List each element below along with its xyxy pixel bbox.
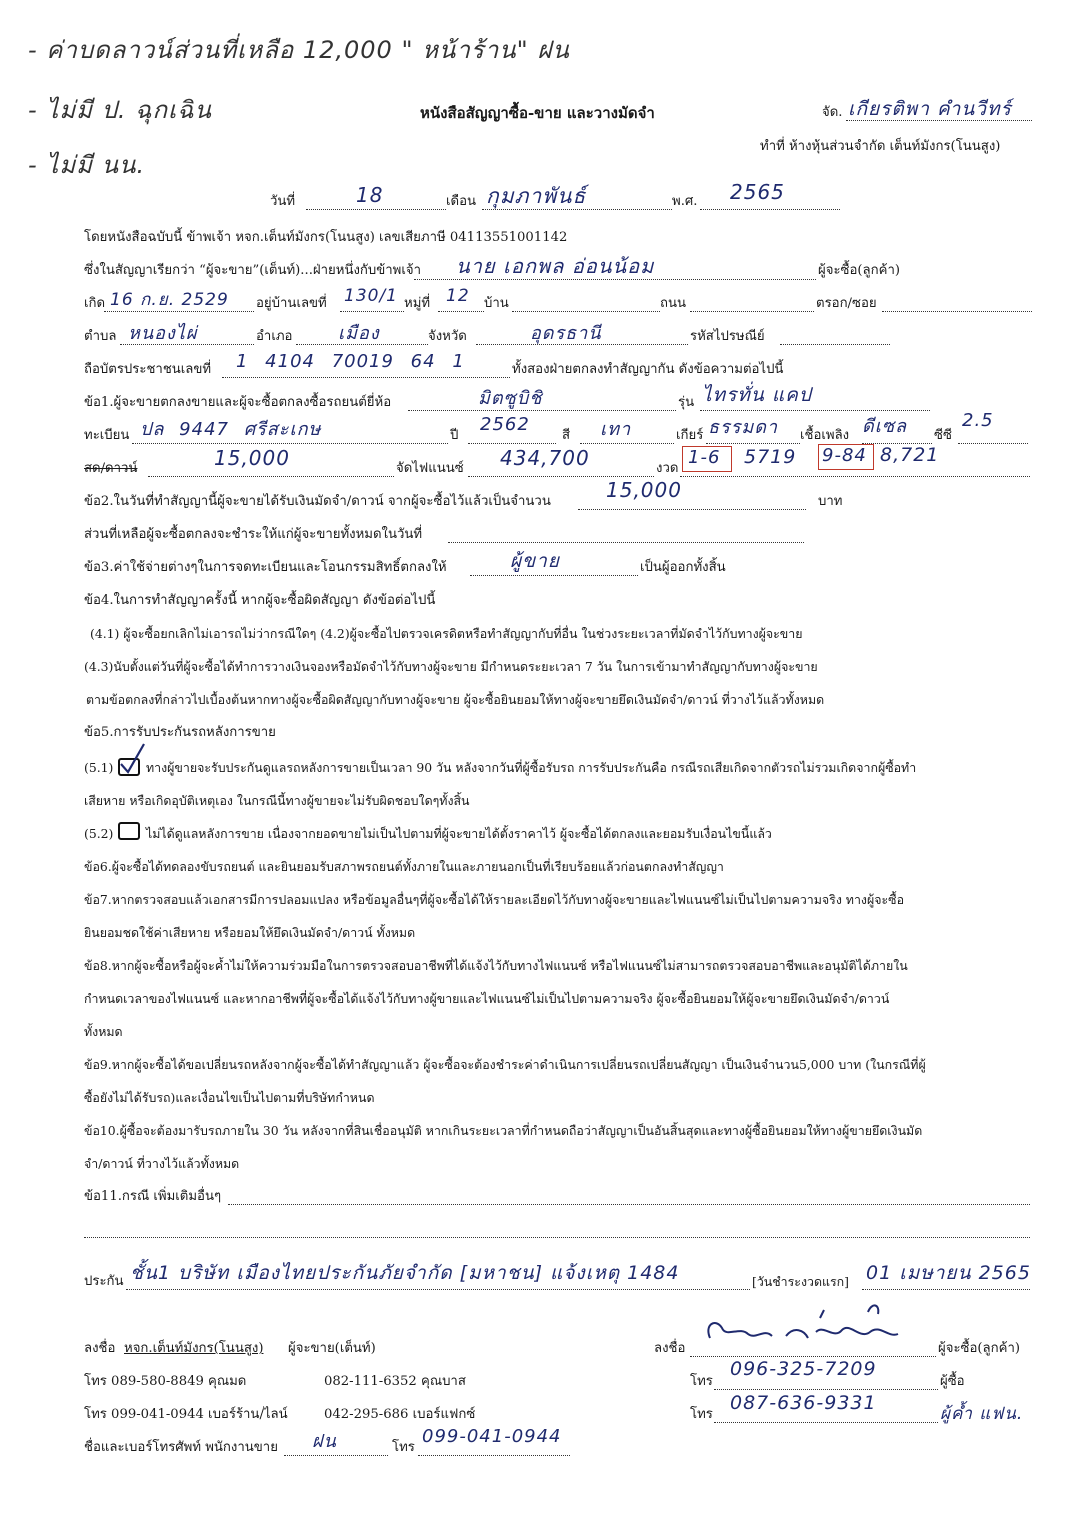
installment-2-amount: 8,721 (880, 444, 940, 466)
soi-label: ตรอก/ซอย (816, 296, 877, 311)
first-payment-line (862, 1289, 1030, 1290)
clause4-3: (4.3)นับตั้งแต่วันที่ผู้จะซื้อได้ทำการวางเงินจองหรือมัดจำไว้กับทางผู้จะขาย มีกำหนดระยะเวลา 7 วัน ในการเข้ามาทำสัญญากับทางผู้จะขาย (84, 659, 818, 674)
staff-name-line (284, 1455, 388, 1456)
plate-label: ทะเบียน (84, 428, 130, 443)
staff-label: ชื่อและเบอร์โทรศัพท์ พนักงานขาย (84, 1440, 278, 1455)
cc-line (958, 443, 1028, 444)
clause3-suffix: เป็นผู้ออกทั้งสิ้น (640, 560, 726, 575)
clause8b: กำหนดเวลาของไฟแนนซ์ และหากอาชีพที่ผู้จะซื้อได้แจ้งไว้กับทางผู้ขายและไฟแนนซ์ไม่เป็นไปตามความจริง ผู้จะซื้อยินยอมให้ผู้จะขายยึดเงินมัดจำ/ดาวน์ (84, 991, 890, 1006)
finance-line (468, 476, 654, 477)
cc-label: ซีซี (934, 428, 952, 443)
tambon-value: หนองไผ่ (128, 323, 198, 344)
check-mark-icon (118, 742, 146, 776)
cc-value: 2.5 (962, 410, 994, 431)
insurance-line (126, 1289, 750, 1290)
vehicle-year-line (468, 443, 556, 444)
insurance-value: ชั้น1 บริษัท เมืองไทยประกันภัยจำกัด [มหาชน] แจ้งเหตุ 1484 (130, 1262, 680, 1284)
seller-sign-label: ลงชื่อ (84, 1341, 116, 1356)
clause5-title: ข้อ5.การรับประกันรถหลังการขาย (84, 725, 276, 740)
buyer-suffix-sign: ผู้จะซื้อ(ลูกค้า) (938, 1341, 1020, 1356)
moo-line (438, 311, 484, 312)
fuel-label: เชื้อเพลิง (800, 428, 850, 443)
gear-value: ธรรมดา (708, 417, 778, 438)
finance-value: 434,700 (500, 446, 590, 470)
installment-line (680, 476, 1030, 477)
model-label: รุ่น (678, 395, 695, 410)
village-line (512, 311, 660, 312)
birth-value: 16 ก.ย. 2529 (110, 290, 229, 310)
day-label: วันที่ (270, 194, 296, 209)
moo-label: หมู่ที่ (404, 296, 431, 311)
first-payment-label: [วันชำระงวดแรก] (752, 1274, 849, 1289)
buyer-tel1: 096-325-7209 (730, 1358, 877, 1380)
province-value: อุดรธานี (530, 323, 602, 344)
house-value: 130/1 (344, 286, 398, 306)
made-by-label: จัด. (822, 105, 843, 120)
clause9b: ซื้อยังไม่ได้รับรถ)และเงื่อนไขเป็นไปตามที่บริษัทกำหนด (84, 1090, 375, 1105)
clause6: ข้อ6.ผู้จะซื้อได้ทดลองขับรถยนต์ และยินยอมรับสภาพรถยนต์ทั้งภายในและภายนอกเป็นที่เรียบร้อยแล้วก่อนตกลงทำสัญญา (84, 859, 724, 874)
intro2-text: ซึ่งในสัญญาเรียกว่า “ผู้จะขาย”(เต็นท์)...ฝ่ายหนึ่งกับข้าพเจ้า (84, 263, 422, 278)
house-label: อยู่บ้านเลขที่ (256, 296, 327, 311)
clause5-1-label: (5.1) (84, 760, 114, 775)
birth-label: เกิด (84, 296, 106, 311)
id-line (222, 377, 510, 378)
day-value: 18 (356, 183, 384, 207)
clause10b: จำ/ดาวน์ ที่วางไว้แล้วทั้งหมด (84, 1156, 240, 1171)
year-label: พ.ศ. (672, 194, 698, 209)
village-label: บ้าน (484, 296, 509, 311)
down-line (148, 476, 394, 477)
clause7: ข้อ7.หากตรวจสอบแล้วเอกสารมีการปลอมแปลง หรือข้อมูลอื่นๆที่ผู้จะซื้อได้ให้รายละเอียดไว้กับทางผู้จะขายและไฟแนนซ์ไม่เป็นไปตามความจริง ทางผู้จะซื้อ (84, 892, 905, 907)
made-by-value: เกียรติพา คำนวีทร์ (848, 98, 1012, 120)
clause3-value: ผู้ขาย (510, 550, 560, 572)
warranty-90-checkbox[interactable] (118, 758, 140, 776)
house-line (340, 311, 404, 312)
buyer-sign-label: ลงชื่อ (654, 1341, 686, 1356)
amphoe-label: อำเภอ (256, 329, 293, 344)
tambon-label: ตำบล (84, 329, 117, 344)
tel-2: 082-111-6352 คุณบาส (324, 1374, 466, 1389)
staff-tel: 099-041-0944 (422, 1426, 562, 1447)
installment-1-amount: 5719 (744, 446, 797, 468)
id-label: ถือบัตรประชาชนเลขที่ (84, 362, 212, 377)
road-line (690, 311, 814, 312)
soi-line (882, 311, 1032, 312)
clause5-1: ทางผู้ขายจะรับประกันดูแลรถหลังการขายเป็นเวลา 90 วัน หลังจากวันที่ผู้ซื้อรับรถ การรับประกันคือ กรณีรถเสียเกิดจากตัวรถไม่รวมเกิดจากผู้ซื้อทำ (146, 760, 917, 775)
finance-label: จัดไฟแนนซ์ (396, 461, 464, 476)
buyer-name: นาย เอกพล อ่อนน้อม (456, 254, 655, 278)
clause2-label: ข้อ2.ในวันที่ทำสัญญานี้ผู้จะขายได้รับเงินมัดจำ/ดาวน์ จากผู้จะซื้อไว้แล้วเป็นจำนวน (84, 494, 551, 509)
clause5-2: ไม่ได้ดูแลหลังการขาย เนื่องจากยอดขายไม่เป็นไปตามที่ผู้จะขายได้ตั้งราคาไว้ ผู้จะซื้อได้ตกลงและยอมรับเงื่อนไขนี้แล้ว (146, 826, 772, 841)
insurance-label: ประกัน (84, 1274, 124, 1289)
color-label: สี (562, 428, 571, 443)
clause7b: ยินยอมชดใช้ค่าเสียหาย หรือยอมให้ยึดเงินมัดจำ/ดาวน์ ทั้งหมด (84, 925, 416, 940)
postcode-line (780, 344, 890, 345)
note-line-3: - ไม่มี นน. (28, 151, 146, 179)
year-line (700, 209, 840, 210)
buyer-tel2: 087-636-9331 (730, 1392, 877, 1414)
day-line (306, 209, 446, 210)
id-value: 1 4104 70019 64 1 (236, 351, 465, 372)
clause2-unit: บาท (818, 494, 843, 509)
plate-value: ปล 9447 ศรีสะเกษ (140, 419, 322, 440)
buyer-tel2-label: โทร (690, 1407, 713, 1422)
color-value: เทา (600, 419, 632, 440)
buyer-tel1-suffix: ผู้ซื้อ (940, 1374, 965, 1389)
province-label: จังหวัด (428, 329, 467, 344)
month-value: กุมภาพันธ์ (486, 184, 587, 208)
no-warranty-checkbox[interactable] (118, 822, 140, 840)
model-value: ไทรทั่น แคป (702, 384, 812, 406)
staff-name: ฝน (312, 1431, 337, 1452)
clause4-title: ข้อ4.ในการทำสัญญาครั้งนี้ หากผู้จะซื้อผิดสัญญา ดังข้อต่อไปนี้ (84, 593, 436, 608)
seller-suffix: ผู้จะขาย(เต็นท์) (288, 1341, 376, 1356)
clause3-label: ข้อ3.ค่าใช้จ่ายต่างๆในการจดทะเบียนและโอนกรรมสิทธิ์ตกลงให้ (84, 560, 447, 575)
clause11: ข้อ11.กรณี เพิ่มเติมอื่นๆ (84, 1189, 222, 1204)
amphoe-value: เมือง (338, 323, 380, 344)
installment-label: งวด (656, 461, 679, 476)
year-value: 2565 (730, 180, 785, 204)
installment-2-range: 9-84 (822, 445, 867, 466)
seller-name: หจก.เต็นท์มังกร(โนนสูง) (124, 1341, 264, 1356)
clause5-2-label: (5.2) (84, 826, 114, 841)
postcode-label: รหัสไปรษณีย์ (690, 329, 765, 344)
note-line-2: - ไม่มี ป. ฉุกเฉิน (28, 96, 212, 124)
clause11-line-2 (84, 1237, 1030, 1238)
place-text: ทำที่ ห้างหุ้นส่วนจำกัด เต็นท์มังกร(โนนสูง) (760, 139, 1001, 154)
color-line (580, 443, 674, 444)
plate-line (132, 443, 448, 444)
clause8: ข้อ8.หากผู้จะซื้อหรือผู้จะค้ำไม่ให้ความร่วมมือในการตรวจสอบอาชีพที่ได้แจ้งไว้กับทางไฟแนนซ์ หรือไฟแนนซ์ไม่สามารถตรวจสอบอาชีพและอนุมัติได้ภายใน (84, 958, 908, 973)
gear-line (706, 443, 800, 444)
down-label: สด/ดาวน์ (84, 461, 138, 476)
clause9: ข้อ9.หากผู้จะซื้อได้ขอเปลี่ยนรถหลังจากผู้จะซื้อได้ทำสัญญาแล้ว ผู้จะซื้อจะต้องชำระค่าดำเนินการเปลี่ยนรถเปลี่ยนสัญญา เป็นเงินจำนวน5,000 บาท (ในกรณีที่ผู้ (84, 1057, 926, 1072)
fuel-value: ดีเซล (862, 416, 908, 437)
clause2-line (578, 509, 806, 510)
staff-tel-label: โทร (392, 1440, 415, 1455)
clause1-label: ข้อ1.ผู้จะขายตกลงขายและผู้จะซื้อตกลงซื้อรถยนต์ยี่ห้อ (84, 395, 392, 410)
note-line-1: - ค่าบดลาวน์ส่วนที่เหลือ 12,000 " หน้าร้าน" ฝน (28, 36, 570, 64)
installment-1-range: 1-6 (688, 447, 721, 468)
buyer-suffix: ผู้จะซื้อ(ลูกค้า) (818, 263, 900, 278)
clause2-remain: ส่วนที่เหลือผู้จะซื้อตกลงจะชำระให้แก่ผู้จะขายทั้งหมดในวันที่ (84, 527, 423, 542)
first-payment-value: 01 เมษายน 2565 (866, 1262, 1031, 1284)
month-label: เดือน (446, 194, 477, 209)
buyer-tel2-suffix: ผู้ค้ำ แฟน. (940, 1404, 1024, 1424)
tel-4: 042-295-686 เบอร์แฟกซ์ (324, 1407, 476, 1422)
vehicle-year-value: 2562 (480, 414, 530, 435)
clause11-line-1 (228, 1204, 1030, 1205)
clause4-1: (4.1) ผู้จะซื้อยกเลิกไม่เอารถไม่ว่ากรณีใดๆ (4.2)ผู้จะซื้อไปตรวจเครดิตหรือทำสัญญากับที่อื่น ในช่วงระยะเวลาที่มัดจำไว้กับทางผู้จะขาย (90, 626, 803, 641)
brand-value: มิตซูบิชิ (478, 388, 543, 409)
clause2-remain-line (448, 542, 804, 543)
id-suffix: ทั้งสองฝ่ายตกลงทำสัญญากัน ดังข้อความต่อไปนี้ (512, 362, 784, 377)
clause4-3b: ตามข้อตกลงที่กล่าวไปเบื้องต้นหากทางผู้จะซื้อผิดสัญญากับทางผู้จะขาย ผู้จะซื้อยินยอมให้ทางผู้จะขายยึดเงินมัดจำ/ดาวน์ ที่วางไว้แล้วทั้งหมด (86, 692, 825, 707)
gear-label: เกียร์ (676, 428, 704, 443)
document-title: หนังสือสัญญาซื้อ-ขาย และวางมัดจำ (420, 104, 655, 122)
buyer-tel1-line (714, 1389, 938, 1390)
moo-value: 12 (446, 286, 470, 306)
buyer-tel1-label: โทร (690, 1374, 713, 1389)
tel-3: โทร 099-041-0944 เบอร์ร้าน/ไลน์ (84, 1407, 288, 1422)
clause8c: ทั้งหมด (84, 1024, 123, 1039)
intro-text: โดยหนังสือฉบับนี้ ข้าพเจ้า หจก.เต็นท์มังกร(โนนสูง) เลขเสียภาษี 04113551001142 (84, 230, 568, 245)
buyer-tel2-line (714, 1422, 938, 1423)
road-label: ถนน (660, 296, 687, 311)
clause5-1b: เสียหาย หรือเกิดอุบัติเหตุเอง ในกรณีนี้ทางผู้ขายจะไม่รับผิดชอบใดๆทั้งสิ้น (84, 793, 470, 808)
year-label-vehicle: ปี (450, 428, 459, 443)
clause10: ข้อ10.ผู้ซื้อจะต้องมารับรถภายใน 30 วัน หลังจากที่สินเชื่ออนุมัติ หากเกินระยะเวลาที่กำหนดถือว่าสัญญาเป็นอันสิ้นสุดและทางผู้ซื้อยินยอมให้ทางผู้ขายยึดเงินมัด (84, 1123, 923, 1138)
tel-1: โทร 089-580-8849 คุณมด (84, 1374, 247, 1389)
staff-tel-line (418, 1455, 570, 1456)
down-value: 15,000 (214, 446, 290, 470)
clause2-amount: 15,000 (606, 478, 682, 502)
buyer-signature (700, 1298, 930, 1358)
